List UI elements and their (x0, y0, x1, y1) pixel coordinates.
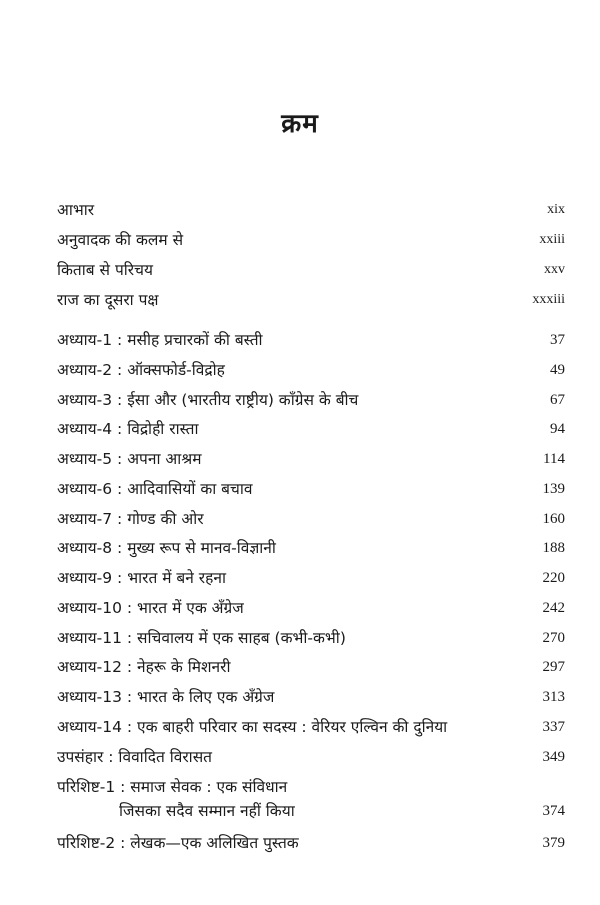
toc-entry-label: अध्याय-1 : मसीह प्रचारकों की बस्ती (57, 331, 263, 349)
toc-entry-page: xix (547, 202, 565, 217)
toc-entry-page: 37 (550, 332, 565, 348)
toc-entry[interactable] (57, 775, 565, 823)
toc-entry-page: 139 (542, 481, 565, 497)
toc-entry[interactable] (57, 507, 565, 531)
toc-entry[interactable] (57, 477, 565, 501)
toc-entry[interactable] (57, 745, 565, 769)
toc-entry-page: 220 (542, 570, 565, 586)
toc-entry-label: अध्याय-13 : भारत के लिए एक अँग्रेज (57, 688, 275, 706)
toc-entry-label (57, 775, 295, 823)
toc-entry-label: परिशिष्ट-2 : लेखक—एक अलिखित पुस्तक (57, 834, 299, 852)
toc-entry[interactable] (57, 228, 565, 252)
toc-entry-page: 188 (542, 540, 565, 556)
toc-entry-page: xxiii (539, 232, 565, 247)
toc-entry[interactable] (57, 388, 565, 412)
toc-entry-page: xxxiii (532, 292, 565, 307)
toc-entry-label: उपसंहार : विवादित विरासत (57, 748, 213, 766)
toc-entry[interactable] (57, 831, 565, 855)
toc-entry[interactable] (57, 626, 565, 650)
toc-entry-label: अध्याय-4 : विद्रोही रास्ता (57, 420, 199, 438)
toc-entry-page: 242 (542, 600, 565, 616)
toc-entry-page: 67 (550, 392, 565, 408)
toc-entry[interactable] (57, 447, 565, 471)
toc-entry-label: अध्याय-10 : भारत में एक अँग्रेज (57, 599, 244, 617)
toc-entry[interactable] (57, 596, 565, 620)
toc-entry-label: अध्याय-12 : नेहरू के मिशनरी (57, 658, 231, 676)
toc-entry-label-line1: परिशिष्ट-1 : समाज सेवक : एक संविधान (57, 778, 288, 796)
toc-entry-page: 160 (542, 511, 565, 527)
toc-entry[interactable] (57, 288, 565, 312)
page-title: क्रम (281, 109, 319, 139)
toc-entry-label: आभार (57, 201, 95, 219)
toc-entry-label: किताब से परिचय (57, 261, 153, 279)
toc-entry-label: राज का दूसरा पक्ष (57, 291, 159, 309)
toc-entry-label: अध्याय-3 : ईसा और (भारतीय राष्ट्रीय) काँग्रेस के बीच (57, 391, 359, 409)
toc-entry-label: अध्याय-5 : अपना आश्रम (57, 450, 202, 468)
toc-entry-page: 270 (542, 630, 565, 646)
toc-entry-label: अध्याय-11 : सचिवालय में एक साहब (कभी-कभी) (57, 629, 346, 647)
toc-entry[interactable] (57, 536, 565, 560)
toc-entry-page: 349 (542, 749, 565, 765)
toc-entry-label: अध्याय-8 : मुख्य रूप से मानव-विज्ञानी (57, 539, 276, 557)
toc-entry[interactable] (57, 358, 565, 382)
toc-entry-page: 337 (542, 719, 565, 735)
toc-entry[interactable] (57, 328, 565, 352)
toc-entry[interactable] (57, 566, 565, 590)
toc-entry-page: 297 (542, 659, 565, 675)
toc-entry-label: अध्याय-9 : भारत में बने रहना (57, 569, 226, 587)
toc-entry-page: 94 (550, 421, 565, 437)
toc-entry-label: अध्याय-7 : गोण्ड की ओर (57, 510, 204, 528)
toc-entry-label: अध्याय-14 : एक बाहरी परिवार का सदस्य : वेरियर एल्विन की दुनिया (57, 718, 448, 736)
toc-entry[interactable] (57, 655, 565, 679)
toc-entry[interactable] (57, 715, 565, 739)
toc-entry-label: अनुवादक की कलम से (57, 231, 184, 249)
toc-entry-page: 374 (542, 803, 565, 819)
toc-entry-label-line2: जिसका सदैव सम्मान नहीं किया (119, 802, 295, 820)
toc-entry-label: अध्याय-6 : आदिवासियों का बचाव (57, 480, 253, 498)
toc-entry-page: 49 (550, 362, 565, 378)
toc-entry-page: 379 (542, 835, 565, 851)
toc-entry[interactable] (57, 417, 565, 441)
toc-entry-label: अध्याय-2 : ऑक्सफोर्ड-विद्रोह (57, 361, 225, 379)
toc-entry-page: 114 (543, 451, 565, 467)
toc-entry[interactable] (57, 685, 565, 709)
toc-entry-page: xxv (544, 262, 565, 277)
toc-entry[interactable] (57, 198, 565, 222)
toc-entry-page: 313 (542, 689, 565, 705)
toc-entry[interactable] (57, 258, 565, 282)
